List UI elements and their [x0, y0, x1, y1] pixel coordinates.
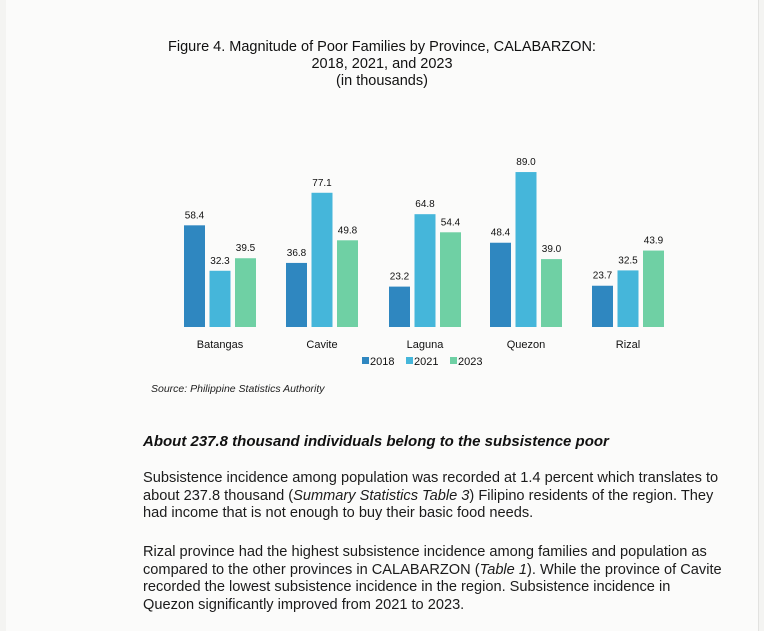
category-label: Cavite — [306, 339, 338, 351]
paragraph-2-reference: Table 1 — [479, 561, 527, 578]
legend-swatch — [406, 357, 413, 364]
section-heading: About 237.8 thousand individuals belong to the subsistence poor — [143, 433, 609, 450]
data-label: 39.0 — [541, 244, 562, 256]
figure-title-line-3: (in thousands) — [336, 73, 428, 89]
data-label: 49.8 — [337, 225, 358, 237]
figure-title-line-1: Figure 4. Magnitude of Poor Families by Province, CALABARZON: — [168, 39, 596, 55]
data-label: 54.4 — [440, 217, 461, 229]
bar-quezon-2023 — [541, 259, 562, 327]
category-label: Rizal — [615, 339, 641, 351]
bar-batangas-2021 — [210, 271, 231, 327]
bar-rizal-2023 — [643, 251, 664, 327]
data-label: 77.1 — [312, 177, 332, 189]
bar-laguna-2023 — [440, 232, 461, 327]
data-label: 58.4 — [184, 210, 205, 222]
data-label: 64.8 — [415, 199, 435, 211]
data-label: 36.8 — [286, 247, 307, 259]
paragraph-1-reference: Summary Statistics Table 3 — [293, 487, 470, 504]
category-label: Quezon — [506, 339, 546, 351]
bar-batangas-2023 — [235, 258, 256, 327]
bar-laguna-2021 — [415, 214, 436, 327]
legend-swatch — [362, 357, 369, 364]
paragraph-1 — [143, 470, 723, 523]
bar-cavite-2018 — [286, 263, 307, 327]
legend-label: 2023 — [458, 356, 483, 368]
category-label: Batangas — [196, 339, 244, 351]
bar-cavite-2023 — [337, 240, 358, 327]
bar-quezon-2021 — [516, 172, 537, 327]
data-label: 89.0 — [516, 157, 536, 169]
document-page — [6, 0, 759, 631]
bar-rizal-2018 — [592, 286, 613, 327]
data-label: 32.5 — [618, 255, 638, 267]
data-label: 43.9 — [643, 235, 664, 247]
paragraph-2-text-b: ). While the province of Cavite recorded the lowest subsistence incidence in the region. Subsistence incidence in Quezon significantly improved from 2021 to 2023. — [143, 561, 722, 613]
category-label: Laguna — [406, 339, 444, 351]
legend-swatch — [450, 357, 457, 364]
bar-batangas-2018 — [184, 225, 205, 327]
paragraph-1-text-a: Subsistence incidence among population was recorded at 1.4 percent which translates to about 237.8 thousand ( — [143, 470, 719, 504]
figure-source: Source: Philippine Statistics Authority — [151, 383, 325, 395]
data-label: 48.4 — [490, 227, 511, 239]
legend-label: 2021 — [414, 356, 439, 368]
bar-quezon-2018 — [490, 243, 511, 327]
data-label: 23.2 — [389, 271, 410, 283]
figure-title-line-2: 2018, 2021, and 2023 — [311, 56, 453, 72]
paragraph-2 — [143, 544, 723, 614]
bar-rizal-2021 — [618, 270, 639, 327]
paragraph-2-text-a: Rizal province had the highest subsistence incidence among families and population as compared to the other provinces in CALABARZON ( — [143, 544, 707, 578]
legend-label: 2018 — [370, 356, 395, 368]
data-label: 23.7 — [592, 270, 613, 282]
bar-laguna-2018 — [389, 287, 410, 327]
data-label: 32.3 — [210, 255, 230, 267]
bar-chart — [6, 0, 758, 380]
paragraph-1-text-b: ) Filipino residents of the region. They had income that is not enough to buy their basic food needs. — [143, 487, 714, 521]
bar-cavite-2021 — [312, 193, 333, 327]
data-label: 39.5 — [235, 243, 256, 255]
